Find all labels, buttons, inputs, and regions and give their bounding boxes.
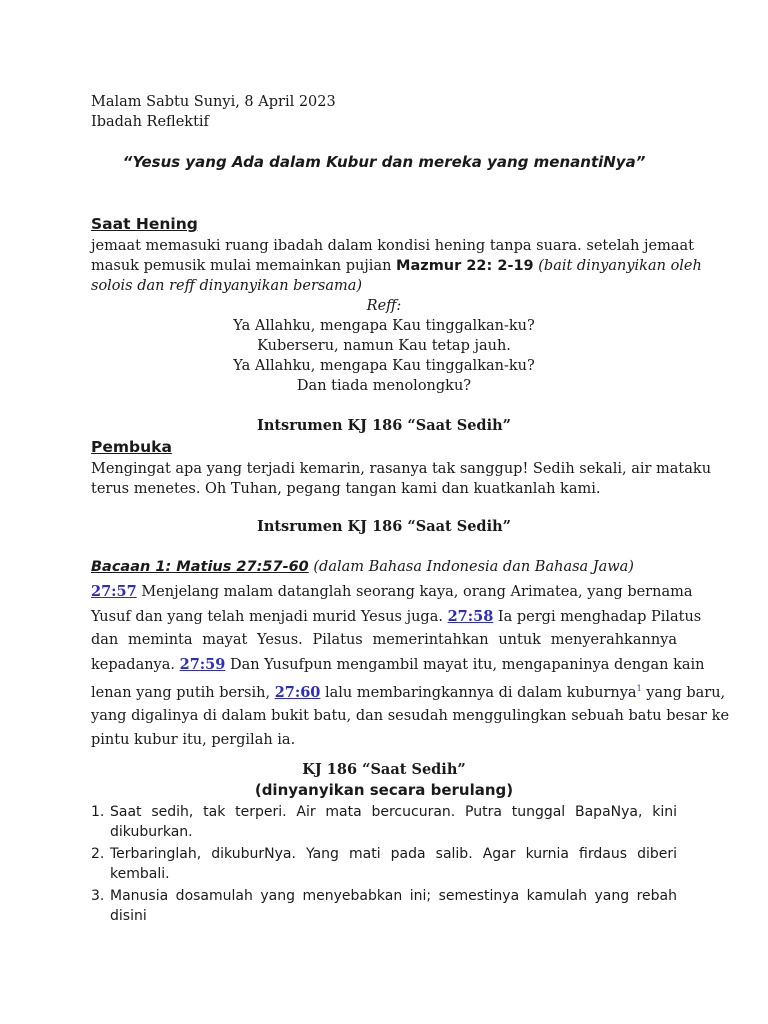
bacaan-line-5 xyxy=(91,677,726,705)
bacaan-line-6: yang digalinya di dalam bukit batu, dan sesudah menggulingkan sebuah batu besar ke xyxy=(91,708,730,725)
date-line: Malam Sabtu Sunyi, 8 April 2023 xyxy=(91,94,336,110)
pembuka-heading: Pembuka xyxy=(91,438,172,456)
hymn-title: KJ 186 “Saat Sedih” xyxy=(302,761,466,778)
bacaan-text: yang baru, xyxy=(646,684,726,701)
bacaan-text: Yusuf dan yang telah menjadi murid Yesus juga. xyxy=(91,608,443,625)
hymn-verse-line: kembali. xyxy=(110,866,170,882)
service-line: Ibadah Reflektif xyxy=(91,114,209,130)
bacaan-text: Ia pergi menghadap Pilatus xyxy=(497,608,702,625)
hymn-verse-line: Manusia dosamulah yang menyebabkan ini; semestinya kamulah yang rebah xyxy=(110,888,677,904)
saat-hening-line-3: solois dan reff dinyanyikan bersama) xyxy=(91,278,363,294)
verse-link-27-60[interactable]: 27:60 xyxy=(274,683,321,701)
saat-hening-heading-wrap xyxy=(91,214,677,234)
saat-hening-line-1: jemaat memasuki ruang ibadah dalam kondisi hening tanpa suara. setelah jemaat xyxy=(91,238,694,254)
document-title: “Yesus yang Ada dalam Kubur dan mereka yang menantiNya” xyxy=(122,153,646,171)
header-block xyxy=(91,92,677,132)
bacaan-heading: Bacaan 1: Matius 27:57-60 xyxy=(91,559,309,575)
bacaan-line-7: pintu kubur itu, pergilah ia. xyxy=(91,731,296,748)
bacaan-text: Dan Yusufpun mengambil mayat itu, mengapaninya dengan kain xyxy=(229,656,705,673)
pembuka-line-2: terus menetes. Oh Tuhan, pegang tangan kami dan kuatkanlah kami. xyxy=(91,481,601,497)
hymn-verse xyxy=(91,802,677,842)
reff-line: Dan tiada menolongku? xyxy=(296,378,472,394)
verse-link-27-59[interactable]: 27:59 xyxy=(179,655,226,673)
verse-link-27-58[interactable]: 27:58 xyxy=(447,607,494,625)
bacaan-text: lalu membaringkannya di dalam kuburnya xyxy=(325,684,637,701)
hymn-verse-line: dikuburkan. xyxy=(110,824,193,840)
pembuka-heading-wrap xyxy=(91,437,677,457)
hymn-verse xyxy=(91,844,677,884)
reff-line: Ya Allahku, mengapa Kau tinggalkan-ku? xyxy=(233,318,535,334)
bacaan-line-1 xyxy=(91,580,693,605)
pembuka-body xyxy=(91,459,712,499)
reff-block xyxy=(91,296,677,396)
footnote-marker[interactable]: 1 xyxy=(636,684,642,693)
instrument-2: Intsrumen KJ 186 “Saat Sedih” xyxy=(257,518,511,535)
saat-hening-line-2-italic: (bait dinyanyikan oleh xyxy=(538,258,702,274)
reff-label: Reff: xyxy=(366,298,402,314)
reff-line: Ya Allahku, mengapa Kau tinggalkan-ku? xyxy=(233,358,535,374)
saat-hening-line-2 xyxy=(91,256,702,276)
bacaan-text: Menjelang malam datanglah seorang kaya, orang Arimatea, yang bernama xyxy=(141,584,693,600)
hymn-subtitle: (dinyanyikan secara berulang) xyxy=(254,781,514,799)
hymn-verse-line: Saat sedih, tak terperi. Air mata bercucuran. Putra tunggal BapaNya, kini xyxy=(110,804,677,820)
bacaan-line-2 xyxy=(91,605,702,630)
hymn-verse-number: 3. xyxy=(91,888,105,904)
bacaan-line-3: dan meminta mayat Yesus. Pilatus memerintahkan untuk menyerahkannya xyxy=(91,632,677,648)
saat-hening-body xyxy=(91,236,702,296)
instrument-1: Intsrumen KJ 186 “Saat Sedih” xyxy=(257,417,511,434)
bacaan-heading-line xyxy=(91,557,677,577)
pembuka-line-1: Mengingat apa yang terjadi kemarin, rasanya tak sanggup! Sedih sekali, air mataku xyxy=(91,461,712,477)
hymn-verse xyxy=(91,886,677,926)
hymn-verse-line: disini xyxy=(110,908,147,924)
hymn-verse-number: 2. xyxy=(91,846,105,862)
bacaan-text: lenan yang putih bersih, xyxy=(91,684,271,701)
saat-hening-heading: Saat Hening xyxy=(91,215,198,233)
hymn-verse-number: 1. xyxy=(91,804,105,820)
saat-hening-line-2-text: masuk pemusik mulai memainkan pujian xyxy=(91,258,392,274)
bacaan-body xyxy=(91,580,730,752)
bacaan-line-4 xyxy=(91,653,705,678)
hymn-verse-list xyxy=(91,802,677,926)
hymn-verse-line: Terbaringlah, dikuburNya. Yang mati pada salib. Agar kurnia firdaus diberi xyxy=(110,846,677,862)
reff-line: Kuberseru, namun Kau tetap jauh. xyxy=(257,338,511,354)
bacaan-note: (dalam Bahasa Indonesia dan Bahasa Jawa) xyxy=(313,559,634,575)
psalm-reference: Mazmur 22: 2-19 xyxy=(396,258,534,274)
bacaan-text: kepadanya. xyxy=(91,656,176,673)
verse-link-27-57[interactable]: 27:57 xyxy=(91,583,137,600)
